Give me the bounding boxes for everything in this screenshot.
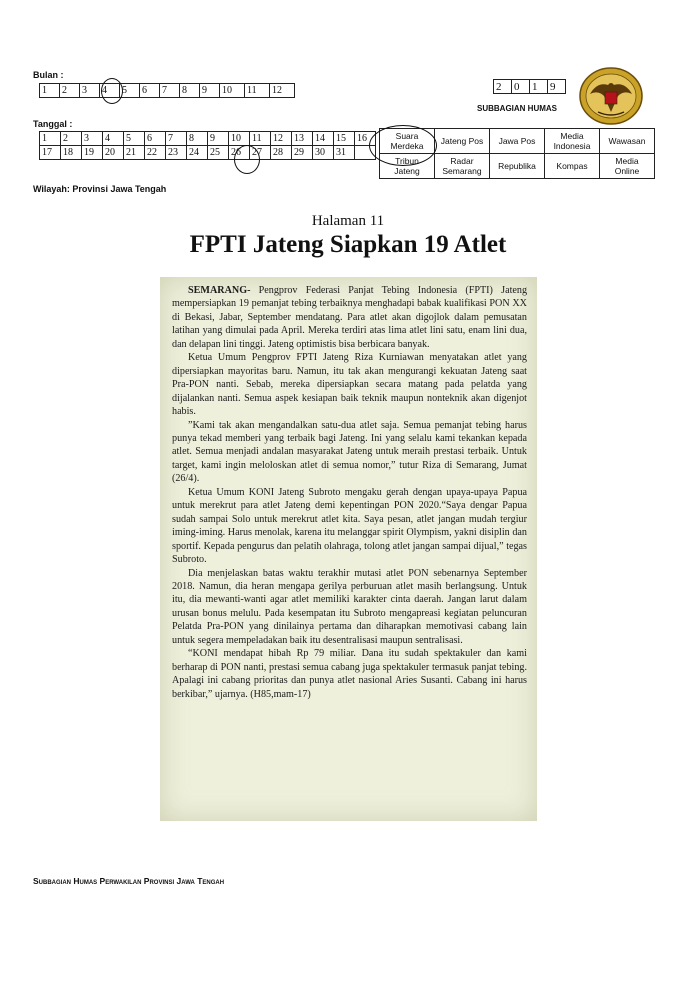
- date-cell: 21: [124, 146, 145, 160]
- month-grid: [39, 83, 295, 98]
- date-cell: 15: [334, 132, 355, 146]
- date-cell: 29: [292, 146, 313, 160]
- date-cell: 23: [166, 146, 187, 160]
- month-cell: 2: [60, 84, 80, 98]
- media-cell: Jawa Pos: [490, 129, 545, 154]
- article-paragraph: ”Kami tak akan mengandalkan satu-dua atlet saja. Semua pemanjat tebing harus punya tekad memberi yang terbaik bagi Jateng. Ini yang selalu kami tekankan kepada atlet. Semua menjadi andalan masyarakat Jateng untuk meraih prestasi terbaik. Untuk target, kami ingin meloloskan atlet di semua nomor,” tutur Riza di Semarang, Jumat (26/4).: [172, 419, 527, 485]
- media-cell: Kompas: [545, 154, 600, 179]
- date-cell: 30: [313, 146, 334, 160]
- month-cell: 6: [140, 84, 160, 98]
- newspaper-clipping: [160, 277, 537, 821]
- date-cell: 28: [271, 146, 292, 160]
- media-cell: Media Indonesia: [545, 129, 600, 154]
- date-cell: 25: [208, 146, 229, 160]
- date-cell: 11: [250, 132, 271, 146]
- article-body: [172, 284, 527, 701]
- paragraph-text: Pengprov Federasi Panjat Tebing Indonesia (FPTI) Jateng mempersiapkan 19 pemanjat tebing terbaiknya menghadapi babak kualifikasi PON XX di Bekasi, Jabar, September mendatang. Para atlet akan digojlok dalam pemusatan latihan yang dimulai pada April. Mereka terdiri atas lima atlet lini satu, enam lini dua, dan delapan lini tinggi. Jateng optimistis bisa berbicara banyak.: [172, 285, 528, 350]
- selected-month-circle: [101, 78, 123, 104]
- date-cell: 3: [82, 132, 103, 146]
- media-cell: Wawasan: [600, 129, 655, 154]
- selected-media-circle: [369, 125, 437, 166]
- date-cell: 1: [40, 132, 61, 146]
- date-cell: 10: [229, 132, 250, 146]
- article-paragraph: Dia menjelaskan batas waktu terakhir mutasi atlet PON sebenarnya September 2018. Namun, dia heran mengapa gerilya perburuan atlet masih berlangsung. Untuk itu, dia mewanti-wanti agar atlet memiliki karakter cinta daerah. Jangan larut dalam urusan bonus melulu. Pada kesempatan itu Subroto mengapreasi kegiatan peluncuran Pelatda Pra-PON yang dinilainya pertama dan diharapkan memotivasi cabang lain untuk segera mempeladakan baik itu desentralisasi maupun sentralisasi.: [172, 567, 527, 646]
- year-digit-cell: 0: [512, 80, 530, 94]
- bulan-label: Bulan :: [33, 70, 64, 80]
- month-cell: 9: [200, 84, 220, 98]
- date-cell: 9: [208, 132, 229, 146]
- date-cell: 2: [61, 132, 82, 146]
- tanggal-label: Tanggal :: [33, 119, 73, 129]
- date-cell: 6: [145, 132, 166, 146]
- date-cell: 7: [166, 132, 187, 146]
- month-cell: 3: [80, 84, 100, 98]
- media-cell: Republika: [490, 154, 545, 179]
- article-paragraph: “KONI mendapat hibah Rp 79 miliar. Dana itu sudah spektakuler dan kami berharap di PON nanti, prestasi semua cabang juga spektakuler termasuk panjat tebing. Apalagi ini cabang prioritas dan punya atlet nasional Aries Susanti. Cabang ini harus berkibar,” ujarnya. (H85,mam-17): [172, 648, 527, 700]
- page-number: Halaman 11: [311, 213, 385, 229]
- media-cell: Media Online: [600, 154, 655, 179]
- article-paragraph: Ketua Umum Pengprov FPTI Jateng Riza Kurniawan menyatakan atlet yang dipersiapkan mayoritas baru. Namun, itu tak akan mengurangi kekuatan Jateng saat Pra-PON nanti. Sebab, mereka dipersiapkan secara matang pada pelatda yang dijalankan nanti. Semua aspek kesiapan baik teknik maupun nonteknik akan digenjot habis.: [172, 352, 527, 418]
- date-cell: 20: [103, 146, 124, 160]
- date-cell: 8: [187, 132, 208, 146]
- month-cell: 8: [180, 84, 200, 98]
- date-cell: 31: [334, 146, 355, 160]
- date-cell: 5: [124, 132, 145, 146]
- article-paragraph: Ketua Umum KONI Jateng Subroto mengaku gerah dengan upaya-upaya Papua untuk merekrut para atlet Jateng demi kepentingan PON 2020.“Saya dengar Papua sudah sampai Solo untuk merekrut atlet kita. Saya pesan, atlet jangan mudah tergiur iming-iming. Harus menolak, karena itu melanggar spirit Olympism, yakni disiplin dan sportif. Kepada pengurus dan pelatih olahraga, tolong atlet jangan sampai dijual,” tegas Subroto.: [172, 486, 527, 566]
- month-cell: 4: [100, 84, 120, 98]
- article-title: FPTI Jateng Siapkan 19 Atlet: [189, 231, 507, 258]
- year-digit-cell: 2: [494, 80, 512, 94]
- selected-date-circle: [234, 145, 260, 174]
- media-cell: Jateng Pos: [435, 129, 490, 154]
- media-cell: Suara Merdeka: [380, 129, 435, 154]
- date-cell: 19: [82, 146, 103, 160]
- date-cell: 14: [313, 132, 334, 146]
- month-cell: 5: [120, 84, 140, 98]
- date-cell: 4: [103, 132, 124, 146]
- date-cell: 13: [292, 132, 313, 146]
- date-cell: 24: [187, 146, 208, 160]
- date-cell: 22: [145, 146, 166, 160]
- month-cell: 1: [40, 84, 60, 98]
- date-cell: 17: [40, 146, 61, 160]
- date-cell: 18: [61, 146, 82, 160]
- wilayah-label: Wilayah: Provinsi Jawa Tengah: [33, 184, 167, 194]
- date-cell: 27: [250, 146, 271, 160]
- month-cell: 10: [220, 84, 245, 98]
- month-cell: 12: [270, 84, 295, 98]
- date-grid: [39, 131, 376, 160]
- month-cell: 7: [160, 84, 180, 98]
- date-cell: 16: [355, 132, 376, 146]
- year-digit-cell: 1: [530, 80, 548, 94]
- footer-label: Subbagian Humas Perwakilan Provinsi Jawa Tengah: [33, 876, 225, 886]
- office-label: SUBBAGIAN HUMAS: [477, 104, 557, 113]
- date-cell: 12: [271, 132, 292, 146]
- year-box: [493, 79, 566, 94]
- media-cell: Tribun Jateng: [380, 154, 435, 179]
- month-cell: 11: [245, 84, 270, 98]
- garuda-emblem-icon: [578, 66, 644, 126]
- article-paragraph: [172, 284, 527, 351]
- media-cell: Radar Semarang: [435, 154, 490, 179]
- year-digit-cell: 9: [548, 80, 566, 94]
- dateline: SEMARANG-: [188, 285, 251, 296]
- date-cell: 26: [229, 146, 250, 160]
